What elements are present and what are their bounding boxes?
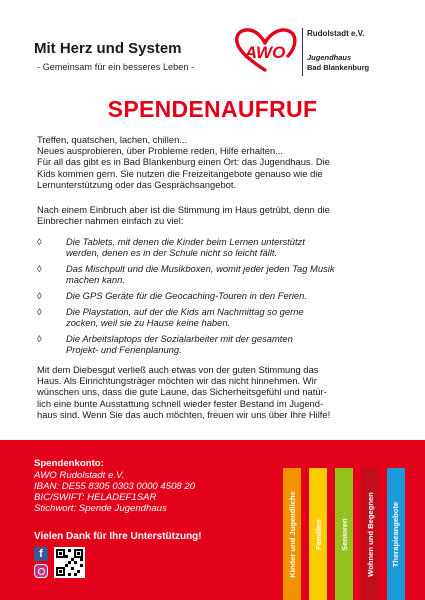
awo-logo-icon: [231, 26, 301, 76]
item-text: Projekt- und Ferienplanung.: [66, 344, 182, 355]
category-wohnen-begegnen: [361, 468, 379, 600]
item-text: werden, denen es in der Schule nicht so leicht fällt.: [66, 247, 278, 259]
list-item: [37, 263, 390, 285]
item-text: Die GPS Geräte für die Geocaching-Touren in den Ferien.: [66, 290, 307, 301]
org-name: Rudolstadt e.V.: [307, 29, 365, 38]
donation-footer: [0, 440, 425, 600]
intro-paragraph: [37, 134, 390, 190]
category-label: Kinder und Jugendliche: [287, 490, 297, 578]
instagram-icon[interactable]: [34, 564, 48, 578]
appeal-paragraph: [37, 364, 390, 420]
intro-line: Kids kommen gern. Sie nutzen die Freizeitangebote genauso wie die: [37, 167, 323, 179]
appeal-line: Mit dem Diebesgut verließ auch etwas von der guten Stimmung das: [37, 364, 319, 375]
donation-title: Spendenkonto:: [34, 458, 104, 469]
header: [0, 0, 425, 92]
appeal-line: Haus. Als Einrichtungsträger möchten wir das nicht hinnehmen. Wir: [37, 375, 317, 387]
appeal-line: lich eine bunte Ausstattung schnell wieder fester Bestand im Jugend-: [37, 397, 324, 409]
incident-paragraph: [37, 204, 390, 226]
item-text: machen kann.: [66, 274, 125, 286]
org-unit: Jugendhaus: [307, 53, 352, 62]
logo-text: AWO: [244, 43, 286, 62]
item-text: Die Playstation, auf der die Kids am Nachmittag so gerne: [66, 305, 304, 317]
appeal-line: wünschen uns, dass die gute Laune, das Sicherheitsgefühl und natür-: [37, 386, 327, 398]
qr-code: [54, 547, 85, 578]
facebook-icon[interactable]: f: [34, 547, 48, 561]
incident-line: Einbrecher nahmen einfach zu viel:: [37, 215, 184, 227]
category-therapieangebote: [387, 468, 405, 600]
diamond-bullet-icon: ◊: [37, 236, 42, 247]
category-senioren: [335, 468, 353, 600]
item-text: zocken, weil sie zu Hause keine haben.: [66, 317, 231, 328]
intro-line: Treffen, quatschen, lachen, chillen...: [37, 134, 188, 145]
intro-line: Lernunterstützung oder das Gesprächsangebot.: [37, 178, 237, 190]
tagline-subtitle: - Gemeinsam für ein besseres Leben -: [37, 62, 195, 72]
tagline-title: Mit Herz und System: [34, 40, 182, 57]
diamond-bullet-icon: ◊: [37, 263, 42, 274]
list-item: [37, 306, 390, 328]
category-familien: [309, 468, 327, 600]
intro-line: Für all das gibt es in Bad Blankenburg einen Ort: das Jugendhaus. Die: [37, 156, 330, 168]
diamond-bullet-icon: ◊: [37, 305, 42, 317]
incident-line: Nach einem Einbruch aber ist die Stimmung im Haus getrübt, denn die: [37, 204, 330, 215]
iban: IBAN: DE55 8305 0303 0000 4508 20: [34, 481, 196, 492]
diamond-bullet-icon: ◊: [37, 290, 42, 301]
item-text: Die Arbeitslaptops der Sozialarbeiter mit der gesamten: [66, 332, 293, 344]
appeal-line: haus sind. Wenn Sie das auch möchten, freuen wir uns über Ihre Hilfe!: [37, 408, 331, 420]
category-label: Senioren: [339, 517, 349, 551]
reference: Stichwort: Spende Jugendhaus: [34, 503, 167, 514]
list-item: [37, 333, 390, 355]
item-text: Die Tablets, mit denen die Kinder beim Lernen unterstützt: [66, 236, 305, 247]
list-item: [37, 236, 390, 258]
headline: SPENDENAUFRUF: [107, 96, 318, 122]
account-holder: AWO Rudolstadt e.V.: [34, 470, 125, 481]
item-text: Das Mischpult und die Musikboxen, womit jeder jeden Tag Musik: [66, 263, 335, 274]
list-item: [37, 290, 390, 301]
stolen-items-list: [37, 236, 390, 360]
diamond-bullet-icon: ◊: [37, 332, 42, 344]
bic: BIC/SWIFT: HELADEF1SAR: [34, 492, 157, 503]
category-kinder-jugendliche: [283, 468, 301, 600]
category-label: Therapieangebote: [391, 501, 401, 567]
category-label: Wohnen und Begegnen: [365, 491, 375, 577]
logo-divider: [302, 28, 303, 76]
intro-line: Neues ausprobieren, über Probleme reden, Hilfe erhalten...: [37, 145, 283, 157]
org-location: Bad Blankenburg: [307, 63, 370, 72]
thanks-text: Vielen Dank für Ihre Unterstützung!: [34, 531, 202, 542]
category-label: Familien: [313, 518, 323, 550]
